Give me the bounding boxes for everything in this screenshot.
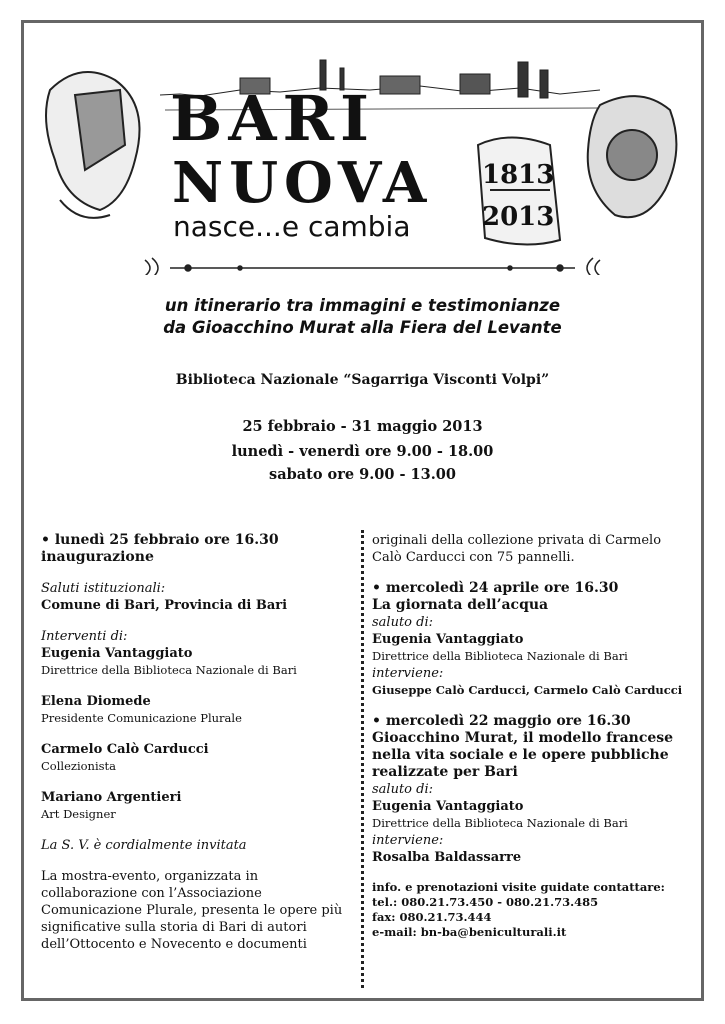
info-fax: fax: 080.21.73.444 bbox=[372, 910, 492, 924]
speakers-label: Interventi di: bbox=[41, 629, 128, 644]
speaker-name: Eugenia Vantaggiato bbox=[41, 646, 193, 661]
exhibition-dates: 25 febbraio - 31 maggio 2013 bbox=[242, 418, 483, 435]
event2-date: • mercoledì 24 aprile ore 16.30 bbox=[372, 580, 619, 596]
exhibition-description: La mostra-evento, organizzata in collaborazione con l’Associazione Comunicazione Plurale, presenta le opere più significative sulla storia di Bari di autori dell’Ottocento e Novecento e documenti bbox=[41, 869, 343, 952]
event3-date: • mercoledì 22 maggio ore 16.30 bbox=[372, 713, 631, 729]
event3-greeting-role: Direttrice della Biblioteca Nazionale di Bari bbox=[372, 816, 628, 830]
event2-greeting-name: Eugenia Vantaggiato bbox=[372, 632, 524, 647]
speaker-name: Carmelo Calò Carducci bbox=[41, 742, 209, 757]
speaker-role: Art Designer bbox=[41, 807, 116, 821]
column-divider bbox=[361, 530, 364, 988]
saturday-hours: sabato ore 9.00 - 13.00 bbox=[269, 466, 456, 483]
speaker-role: Collezionista bbox=[41, 759, 117, 773]
title-bari: BARI bbox=[170, 82, 376, 155]
event3-speaker-label: interviene: bbox=[372, 833, 444, 848]
right-column bbox=[372, 532, 692, 940]
info-email[interactable]: e-mail: bn-ba@beniculturali.it bbox=[372, 925, 567, 939]
subtitle-line-2: da Gioacchino Murat alla Fiera del Levante bbox=[163, 318, 562, 337]
inauguration-label: inaugurazione bbox=[41, 549, 154, 565]
greetings-label: Saluti istituzionali: bbox=[41, 581, 166, 596]
speaker-role: Direttrice della Biblioteca Nazionale di Bari bbox=[41, 663, 297, 677]
year-start: 1813 bbox=[482, 160, 555, 190]
event3-greeting-name: Eugenia Vantaggiato bbox=[372, 799, 524, 814]
inauguration-date: • lunedì 25 febbraio ore 16.30 bbox=[41, 532, 279, 548]
event2-speaker-label: interviene: bbox=[372, 666, 444, 681]
subtitle-line-1: un itinerario tra immagini e testimonianze bbox=[164, 296, 561, 315]
right-coat-of-arms bbox=[588, 96, 677, 217]
year-end: 2013 bbox=[482, 202, 555, 232]
description-continued: originali della collezione privata di Carmelo Calò Carducci con 75 pannelli. bbox=[372, 533, 662, 565]
tagline: nasce...e cambia bbox=[173, 210, 411, 243]
event3-speaker: Rosalba Baldassarre bbox=[372, 850, 522, 865]
speaker-role: Presidente Comunicazione Plurale bbox=[41, 711, 242, 725]
event2-title: La giornata dell’acqua bbox=[372, 597, 549, 613]
event2-speakers: Giuseppe Calò Carducci, Carmelo Calò Carducci bbox=[372, 683, 683, 697]
info-telephone: tel.: 080.21.73.450 - 080.21.73.485 bbox=[372, 895, 599, 909]
title-nuova: NUOVA bbox=[172, 150, 433, 216]
event3-greeting-label: saluto di: bbox=[372, 782, 433, 797]
ornament-divider bbox=[145, 258, 600, 275]
info-heading: info. e prenotazioni visite guidate contattare: bbox=[372, 880, 665, 894]
greetings-value: Comune di Bari, Provincia di Bari bbox=[41, 598, 288, 613]
left-column bbox=[41, 532, 356, 953]
invitation-text: La S. V. è cordialmente invitata bbox=[41, 838, 247, 853]
event2-greeting-role: Direttrice della Biblioteca Nazionale di Bari bbox=[372, 649, 628, 663]
speaker-name: Mariano Argentieri bbox=[41, 790, 182, 805]
venue-name: Biblioteca Nazionale “Sagarriga Visconti Volpi” bbox=[175, 372, 550, 388]
event3-title: Gioacchino Murat, il modello francese nella vita sociale e le opere pubbliche realizzate per Bari bbox=[372, 730, 674, 780]
speaker-name: Elena Diomede bbox=[41, 694, 151, 709]
weekday-hours: lunedì - venerdì ore 9.00 - 18.00 bbox=[231, 443, 494, 460]
event2-greeting-label: saluto di: bbox=[372, 615, 433, 630]
left-coat-of-arms bbox=[46, 72, 140, 218]
